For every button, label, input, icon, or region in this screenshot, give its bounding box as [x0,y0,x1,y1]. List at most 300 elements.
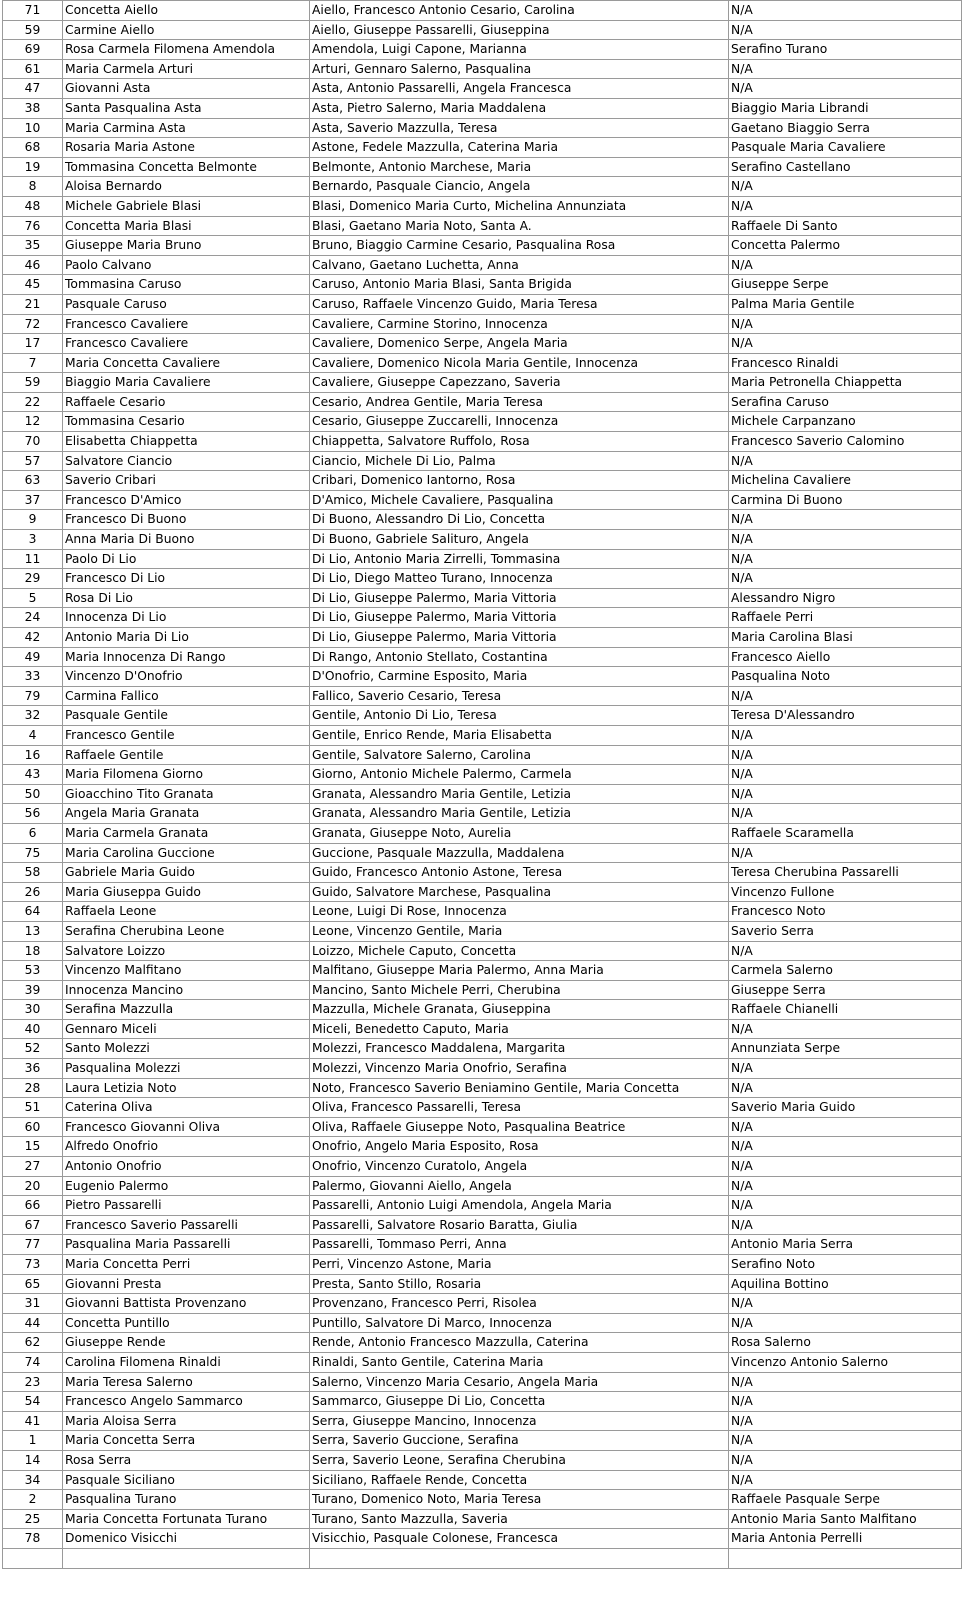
name-cell[interactable]: Biaggio Maria Cavaliere [63,373,310,393]
spouse-cell[interactable]: Maria Carolina Blasi [729,628,962,648]
id-cell[interactable]: 25 [3,1509,63,1529]
parents-cell[interactable]: Passarelli, Salvatore Rosario Baratta, Giulia [310,1215,729,1235]
parents-cell[interactable]: Salerno, Vincenzo Maria Cesario, Angela Maria [310,1372,729,1392]
parents-cell[interactable]: Di Lio, Giuseppe Palermo, Maria Vittoria [310,608,729,628]
name-cell[interactable]: Pasqualina Turano [63,1490,310,1510]
spouse-cell[interactable]: Palma Maria Gentile [729,294,962,314]
id-cell[interactable]: 22 [3,392,63,412]
id-cell[interactable]: 65 [3,1274,63,1294]
name-cell[interactable]: Michele Gabriele Blasi [63,196,310,216]
id-cell[interactable]: 40 [3,1019,63,1039]
id-cell[interactable]: 34 [3,1470,63,1490]
name-cell[interactable]: Maria Carmina Asta [63,118,310,138]
id-cell[interactable]: 9 [3,510,63,530]
parents-cell[interactable]: Puntillo, Salvatore Di Marco, Innocenza [310,1313,729,1333]
id-cell[interactable]: 20 [3,1176,63,1196]
spouse-cell[interactable]: N/A [729,1176,962,1196]
name-cell[interactable]: Gabriele Maria Guido [63,863,310,883]
spouse-cell[interactable] [729,1548,962,1568]
name-cell[interactable]: Maria Giuseppa Guido [63,882,310,902]
id-cell[interactable]: 59 [3,20,63,40]
spouse-cell[interactable]: N/A [729,784,962,804]
parents-cell[interactable]: D'Onofrio, Carmine Esposito, Maria [310,667,729,687]
spouse-cell[interactable]: N/A [729,1313,962,1333]
id-cell[interactable]: 7 [3,353,63,373]
name-cell[interactable]: Francesco Saverio Passarelli [63,1215,310,1235]
parents-cell[interactable]: Ciancio, Michele Di Lio, Palma [310,451,729,471]
spouse-cell[interactable]: N/A [729,569,962,589]
parents-cell[interactable]: Di Lio, Giuseppe Palermo, Maria Vittoria [310,628,729,648]
parents-cell[interactable] [310,1548,729,1568]
name-cell[interactable]: Francesco Gentile [63,725,310,745]
parents-cell[interactable]: Serra, Saverio Guccione, Serafina [310,1431,729,1451]
id-cell[interactable]: 28 [3,1078,63,1098]
name-cell[interactable]: Domenico Visicchi [63,1529,310,1549]
parents-cell[interactable]: Gentile, Salvatore Salerno, Carolina [310,745,729,765]
parents-cell[interactable]: Gentile, Antonio Di Lio, Teresa [310,706,729,726]
name-cell[interactable]: Maria Carolina Guccione [63,843,310,863]
name-cell[interactable]: Francesco Di Lio [63,569,310,589]
spouse-cell[interactable]: N/A [729,530,962,550]
parents-cell[interactable]: Asta, Pietro Salerno, Maria Maddalena [310,98,729,118]
parents-cell[interactable]: Rinaldi, Santo Gentile, Caterina Maria [310,1352,729,1372]
id-cell[interactable]: 12 [3,412,63,432]
id-cell[interactable]: 68 [3,138,63,158]
parents-cell[interactable]: Cesario, Andrea Gentile, Maria Teresa [310,392,729,412]
spouse-cell[interactable]: Maria Antonia Perrelli [729,1529,962,1549]
parents-cell[interactable]: Onofrio, Vincenzo Curatolo, Angela [310,1157,729,1177]
spouse-cell[interactable]: Francesco Rinaldi [729,353,962,373]
parents-cell[interactable]: Cavaliere, Giuseppe Capezzano, Saveria [310,373,729,393]
name-cell[interactable]: Giuseppe Rende [63,1333,310,1353]
name-cell[interactable]: Pasquale Caruso [63,294,310,314]
spouse-cell[interactable]: N/A [729,510,962,530]
spouse-cell[interactable]: N/A [729,745,962,765]
name-cell[interactable]: Francesco Cavaliere [63,334,310,354]
name-cell[interactable]: Maria Aloisa Serra [63,1411,310,1431]
parents-cell[interactable]: Belmonte, Antonio Marchese, Maria [310,157,729,177]
name-cell[interactable]: Salvatore Ciancio [63,451,310,471]
parents-cell[interactable]: D'Amico, Michele Cavaliere, Pasqualina [310,490,729,510]
id-cell[interactable]: 43 [3,765,63,785]
spouse-cell[interactable]: N/A [729,1059,962,1079]
id-cell[interactable]: 4 [3,725,63,745]
name-cell[interactable]: Maria Filomena Giorno [63,765,310,785]
parents-cell[interactable]: Cesario, Giuseppe Zuccarelli, Innocenza [310,412,729,432]
name-cell[interactable]: Rosaria Maria Astone [63,138,310,158]
id-cell[interactable]: 8 [3,177,63,197]
spouse-cell[interactable]: N/A [729,725,962,745]
spouse-cell[interactable]: Michelina Cavaliere [729,471,962,491]
spouse-cell[interactable]: Gaetano Biaggio Serra [729,118,962,138]
name-cell[interactable]: Maria Concetta Serra [63,1431,310,1451]
name-cell[interactable]: Eugenio Palermo [63,1176,310,1196]
name-cell[interactable]: Paolo Calvano [63,255,310,275]
id-cell[interactable]: 37 [3,490,63,510]
id-cell[interactable]: 30 [3,1000,63,1020]
name-cell[interactable]: Maria Concetta Perri [63,1255,310,1275]
parents-cell[interactable]: Di Rango, Antonio Stellato, Costantina [310,647,729,667]
name-cell[interactable]: Francesco Cavaliere [63,314,310,334]
spouse-cell[interactable]: Alessandro Nigro [729,588,962,608]
id-cell[interactable]: 42 [3,628,63,648]
spouse-cell[interactable]: N/A [729,1215,962,1235]
spouse-cell[interactable]: N/A [729,314,962,334]
name-cell[interactable]: Pasquale Siciliano [63,1470,310,1490]
parents-cell[interactable]: Aiello, Giuseppe Passarelli, Giuseppina [310,20,729,40]
id-cell[interactable]: 76 [3,216,63,236]
id-cell[interactable]: 69 [3,40,63,60]
parents-cell[interactable]: Leone, Vincenzo Gentile, Maria [310,921,729,941]
id-cell[interactable]: 17 [3,334,63,354]
spouse-cell[interactable]: N/A [729,1450,962,1470]
parents-cell[interactable]: Guido, Francesco Antonio Astone, Teresa [310,863,729,883]
id-cell[interactable]: 35 [3,236,63,256]
name-cell[interactable]: Gennaro Miceli [63,1019,310,1039]
name-cell[interactable]: Giovanni Presta [63,1274,310,1294]
id-cell[interactable]: 19 [3,157,63,177]
id-cell[interactable]: 14 [3,1450,63,1470]
id-cell[interactable]: 62 [3,1333,63,1353]
id-cell[interactable]: 6 [3,823,63,843]
spouse-cell[interactable]: Giuseppe Serra [729,980,962,1000]
id-cell[interactable]: 60 [3,1117,63,1137]
name-cell[interactable]: Raffaele Cesario [63,392,310,412]
parents-cell[interactable]: Leone, Luigi Di Rose, Innocenza [310,902,729,922]
name-cell[interactable]: Concetta Puntillo [63,1313,310,1333]
name-cell[interactable]: Angela Maria Granata [63,804,310,824]
name-cell[interactable]: Concetta Aiello [63,1,310,21]
spouse-cell[interactable]: N/A [729,843,962,863]
spouse-cell[interactable]: N/A [729,804,962,824]
spouse-cell[interactable]: Antonio Maria Santo Malfitano [729,1509,962,1529]
name-cell[interactable]: Serafina Mazzulla [63,1000,310,1020]
parents-cell[interactable]: Molezzi, Vincenzo Maria Onofrio, Serafina [310,1059,729,1079]
id-cell[interactable]: 51 [3,1098,63,1118]
id-cell[interactable]: 74 [3,1352,63,1372]
name-cell[interactable]: Pasqualina Molezzi [63,1059,310,1079]
parents-cell[interactable]: Chiappetta, Salvatore Ruffolo, Rosa [310,432,729,452]
name-cell[interactable]: Caterina Oliva [63,1098,310,1118]
name-cell[interactable]: Carmine Aiello [63,20,310,40]
spouse-cell[interactable]: Francesco Aiello [729,647,962,667]
name-cell[interactable]: Anna Maria Di Buono [63,530,310,550]
spouse-cell[interactable]: N/A [729,1392,962,1412]
parents-cell[interactable]: Onofrio, Angelo Maria Esposito, Rosa [310,1137,729,1157]
id-cell[interactable]: 39 [3,980,63,1000]
name-cell[interactable]: Innocenza Di Lio [63,608,310,628]
id-cell[interactable]: 50 [3,784,63,804]
spouse-cell[interactable]: N/A [729,1117,962,1137]
id-cell[interactable]: 79 [3,686,63,706]
id-cell[interactable]: 11 [3,549,63,569]
parents-cell[interactable]: Passarelli, Antonio Luigi Amendola, Angela Maria [310,1196,729,1216]
name-cell[interactable]: Raffaela Leone [63,902,310,922]
spouse-cell[interactable]: Concetta Palermo [729,236,962,256]
name-cell[interactable]: Aloisa Bernardo [63,177,310,197]
spouse-cell[interactable]: N/A [729,196,962,216]
spouse-cell[interactable]: N/A [729,1137,962,1157]
spouse-cell[interactable]: Aquilina Bottino [729,1274,962,1294]
name-cell[interactable]: Tommasina Concetta Belmonte [63,157,310,177]
parents-cell[interactable]: Cavaliere, Carmine Storino, Innocenza [310,314,729,334]
parents-cell[interactable]: Bernardo, Pasquale Ciancio, Angela [310,177,729,197]
spouse-cell[interactable]: N/A [729,1470,962,1490]
id-cell[interactable]: 59 [3,373,63,393]
parents-cell[interactable]: Sammarco, Giuseppe Di Lio, Concetta [310,1392,729,1412]
id-cell[interactable]: 49 [3,647,63,667]
parents-cell[interactable]: Miceli, Benedetto Caputo, Maria [310,1019,729,1039]
parents-cell[interactable]: Amendola, Luigi Capone, Marianna [310,40,729,60]
name-cell[interactable]: Maria Teresa Salerno [63,1372,310,1392]
id-cell[interactable]: 78 [3,1529,63,1549]
name-cell[interactable]: Rosa Carmela Filomena Amendola [63,40,310,60]
parents-cell[interactable]: Blasi, Gaetano Maria Noto, Santa A. [310,216,729,236]
id-cell[interactable]: 2 [3,1490,63,1510]
name-cell[interactable]: Pasqualina Maria Passarelli [63,1235,310,1255]
parents-cell[interactable]: Di Buono, Alessandro Di Lio, Concetta [310,510,729,530]
spouse-cell[interactable]: N/A [729,1196,962,1216]
spouse-cell[interactable]: Michele Carpanzano [729,412,962,432]
parents-cell[interactable]: Di Lio, Antonio Maria Zirrelli, Tommasina [310,549,729,569]
parents-cell[interactable]: Malfitano, Giuseppe Maria Palermo, Anna Maria [310,961,729,981]
parents-cell[interactable]: Caruso, Raffaele Vincenzo Guido, Maria Teresa [310,294,729,314]
name-cell[interactable] [63,1548,310,1568]
parents-cell[interactable]: Cavaliere, Domenico Nicola Maria Gentile, Innocenza [310,353,729,373]
spouse-cell[interactable]: N/A [729,255,962,275]
id-cell[interactable]: 13 [3,921,63,941]
spouse-cell[interactable]: Francesco Saverio Calomino [729,432,962,452]
spouse-cell[interactable]: Pasquale Maria Cavaliere [729,138,962,158]
name-cell[interactable]: Paolo Di Lio [63,549,310,569]
id-cell[interactable]: 44 [3,1313,63,1333]
id-cell[interactable]: 31 [3,1294,63,1314]
parents-cell[interactable]: Asta, Antonio Passarelli, Angela Francesca [310,79,729,99]
name-cell[interactable]: Serafina Cherubina Leone [63,921,310,941]
id-cell[interactable]: 38 [3,98,63,118]
parents-cell[interactable]: Visicchio, Pasquale Colonese, Francesca [310,1529,729,1549]
spouse-cell[interactable]: Carmela Salerno [729,961,962,981]
parents-cell[interactable]: Perri, Vincenzo Astone, Maria [310,1255,729,1275]
parents-cell[interactable]: Giorno, Antonio Michele Palermo, Carmela [310,765,729,785]
spouse-cell[interactable]: Rosa Salerno [729,1333,962,1353]
name-cell[interactable]: Salvatore Loizzo [63,941,310,961]
parents-cell[interactable]: Arturi, Gennaro Salerno, Pasqualina [310,59,729,79]
spouse-cell[interactable]: Biaggio Maria Librandi [729,98,962,118]
spouse-cell[interactable]: N/A [729,1078,962,1098]
parents-cell[interactable]: Calvano, Gaetano Luchetta, Anna [310,255,729,275]
id-cell[interactable]: 58 [3,863,63,883]
id-cell[interactable]: 24 [3,608,63,628]
name-cell[interactable]: Giovanni Asta [63,79,310,99]
name-cell[interactable]: Alfredo Onofrio [63,1137,310,1157]
id-cell[interactable]: 47 [3,79,63,99]
parents-cell[interactable]: Aiello, Francesco Antonio Cesario, Carolina [310,1,729,21]
name-cell[interactable]: Elisabetta Chiappetta [63,432,310,452]
parents-cell[interactable]: Granata, Alessandro Maria Gentile, Letizia [310,804,729,824]
id-cell[interactable]: 15 [3,1137,63,1157]
id-cell[interactable]: 41 [3,1411,63,1431]
spouse-cell[interactable]: N/A [729,1,962,21]
spouse-cell[interactable]: N/A [729,451,962,471]
id-cell[interactable]: 36 [3,1059,63,1079]
id-cell[interactable]: 23 [3,1372,63,1392]
spouse-cell[interactable]: N/A [729,177,962,197]
spouse-cell[interactable]: Serafina Caruso [729,392,962,412]
name-cell[interactable]: Carolina Filomena Rinaldi [63,1352,310,1372]
spouse-cell[interactable]: N/A [729,20,962,40]
parents-cell[interactable]: Asta, Saverio Mazzulla, Teresa [310,118,729,138]
id-cell[interactable]: 26 [3,882,63,902]
spouse-cell[interactable]: N/A [729,1157,962,1177]
id-cell[interactable]: 73 [3,1255,63,1275]
parents-cell[interactable]: Blasi, Domenico Maria Curto, Michelina Annunziata [310,196,729,216]
parents-cell[interactable]: Bruno, Biaggio Carmine Cesario, Pasqualina Rosa [310,236,729,256]
spouse-cell[interactable]: N/A [729,59,962,79]
parents-cell[interactable]: Cavaliere, Domenico Serpe, Angela Maria [310,334,729,354]
name-cell[interactable]: Rosa Serra [63,1450,310,1470]
id-cell[interactable]: 21 [3,294,63,314]
spouse-cell[interactable]: Francesco Noto [729,902,962,922]
parents-cell[interactable]: Guccione, Pasquale Mazzulla, Maddalena [310,843,729,863]
name-cell[interactable]: Tommasina Caruso [63,275,310,295]
id-cell[interactable]: 27 [3,1157,63,1177]
spouse-cell[interactable]: N/A [729,549,962,569]
spouse-cell[interactable]: N/A [729,1372,962,1392]
id-cell[interactable]: 72 [3,314,63,334]
parents-cell[interactable]: Molezzi, Francesco Maddalena, Margarita [310,1039,729,1059]
name-cell[interactable]: Giuseppe Maria Bruno [63,236,310,256]
spouse-cell[interactable]: Antonio Maria Serra [729,1235,962,1255]
spouse-cell[interactable]: Carmina Di Buono [729,490,962,510]
parents-cell[interactable]: Noto, Francesco Saverio Beniamino Gentile, Maria Concetta [310,1078,729,1098]
parents-cell[interactable]: Oliva, Francesco Passarelli, Teresa [310,1098,729,1118]
name-cell[interactable]: Concetta Maria Blasi [63,216,310,236]
parents-cell[interactable]: Mancino, Santo Michele Perri, Cherubina [310,980,729,1000]
name-cell[interactable]: Maria Carmela Granata [63,823,310,843]
parents-cell[interactable]: Siciliano, Raffaele Rende, Concetta [310,1470,729,1490]
parents-cell[interactable]: Provenzano, Francesco Perri, Risolea [310,1294,729,1314]
parents-cell[interactable]: Cribari, Domenico Iantorno, Rosa [310,471,729,491]
id-cell[interactable]: 10 [3,118,63,138]
name-cell[interactable]: Laura Letizia Noto [63,1078,310,1098]
name-cell[interactable]: Giovanni Battista Provenzano [63,1294,310,1314]
name-cell[interactable]: Francesco Giovanni Oliva [63,1117,310,1137]
spouse-cell[interactable]: Serafino Castellano [729,157,962,177]
spouse-cell[interactable]: N/A [729,686,962,706]
name-cell[interactable]: Raffaele Gentile [63,745,310,765]
spouse-cell[interactable]: Saverio Serra [729,921,962,941]
spouse-cell[interactable]: Serafino Turano [729,40,962,60]
name-cell[interactable]: Maria Carmela Arturi [63,59,310,79]
name-cell[interactable]: Santa Pasqualina Asta [63,98,310,118]
id-cell[interactable]: 70 [3,432,63,452]
spouse-cell[interactable]: N/A [729,765,962,785]
spouse-cell[interactable]: Serafino Noto [729,1255,962,1275]
spouse-cell[interactable]: Giuseppe Serpe [729,275,962,295]
spouse-cell[interactable]: Teresa D'Alessandro [729,706,962,726]
spouse-cell[interactable]: Raffaele Chianelli [729,1000,962,1020]
spouse-cell[interactable]: N/A [729,1294,962,1314]
spouse-cell[interactable]: Raffaele Pasquale Serpe [729,1490,962,1510]
spouse-cell[interactable]: Raffaele Di Santo [729,216,962,236]
id-cell[interactable]: 5 [3,588,63,608]
parents-cell[interactable]: Granata, Giuseppe Noto, Aurelia [310,823,729,843]
name-cell[interactable]: Carmina Fallico [63,686,310,706]
parents-cell[interactable]: Turano, Santo Mazzulla, Saveria [310,1509,729,1529]
parents-cell[interactable]: Astone, Fedele Mazzulla, Caterina Maria [310,138,729,158]
id-cell[interactable]: 48 [3,196,63,216]
parents-cell[interactable]: Oliva, Raffaele Giuseppe Noto, Pasqualina Beatrice [310,1117,729,1137]
name-cell[interactable]: Tommasina Cesario [63,412,310,432]
id-cell[interactable]: 77 [3,1235,63,1255]
id-cell[interactable]: 18 [3,941,63,961]
parents-cell[interactable]: Serra, Giuseppe Mancino, Innocenza [310,1411,729,1431]
spouse-cell[interactable]: N/A [729,1431,962,1451]
name-cell[interactable]: Antonio Onofrio [63,1157,310,1177]
id-cell[interactable]: 32 [3,706,63,726]
name-cell[interactable]: Gioacchino Tito Granata [63,784,310,804]
id-cell[interactable]: 46 [3,255,63,275]
id-cell[interactable]: 3 [3,530,63,550]
id-cell[interactable]: 29 [3,569,63,589]
name-cell[interactable]: Santo Molezzi [63,1039,310,1059]
id-cell[interactable]: 64 [3,902,63,922]
id-cell[interactable]: 57 [3,451,63,471]
spouse-cell[interactable]: Annunziata Serpe [729,1039,962,1059]
parents-cell[interactable]: Mazzulla, Michele Granata, Giuseppina [310,1000,729,1020]
name-cell[interactable]: Vincenzo Malfitano [63,961,310,981]
name-cell[interactable]: Antonio Maria Di Lio [63,628,310,648]
parents-cell[interactable]: Passarelli, Tommaso Perri, Anna [310,1235,729,1255]
name-cell[interactable]: Pasquale Gentile [63,706,310,726]
parents-cell[interactable]: Guido, Salvatore Marchese, Pasqualina [310,882,729,902]
parents-cell[interactable]: Gentile, Enrico Rende, Maria Elisabetta [310,725,729,745]
id-cell[interactable]: 67 [3,1215,63,1235]
parents-cell[interactable]: Palermo, Giovanni Aiello, Angela [310,1176,729,1196]
spouse-cell[interactable]: N/A [729,1411,962,1431]
id-cell[interactable]: 33 [3,667,63,687]
parents-cell[interactable]: Caruso, Antonio Maria Blasi, Santa Brigida [310,275,729,295]
parents-cell[interactable]: Serra, Saverio Leone, Serafina Cherubina [310,1450,729,1470]
parents-cell[interactable]: Rende, Antonio Francesco Mazzulla, Caterina [310,1333,729,1353]
spouse-cell[interactable]: Raffaele Perri [729,608,962,628]
id-cell[interactable]: 53 [3,961,63,981]
id-cell[interactable]: 52 [3,1039,63,1059]
parents-cell[interactable]: Fallico, Saverio Cesario, Teresa [310,686,729,706]
parents-cell[interactable]: Loizzo, Michele Caputo, Concetta [310,941,729,961]
parents-cell[interactable]: Turano, Domenico Noto, Maria Teresa [310,1490,729,1510]
id-cell[interactable]: 56 [3,804,63,824]
spouse-cell[interactable]: Raffaele Scaramella [729,823,962,843]
parents-cell[interactable]: Di Lio, Giuseppe Palermo, Maria Vittoria [310,588,729,608]
id-cell[interactable]: 54 [3,1392,63,1412]
spouse-cell[interactable]: Saverio Maria Guido [729,1098,962,1118]
name-cell[interactable]: Maria Innocenza Di Rango [63,647,310,667]
spouse-cell[interactable]: Vincenzo Fullone [729,882,962,902]
id-cell[interactable]: 45 [3,275,63,295]
id-cell[interactable]: 75 [3,843,63,863]
parents-cell[interactable]: Di Buono, Gabriele Salituro, Angela [310,530,729,550]
id-cell[interactable]: 63 [3,471,63,491]
name-cell[interactable]: Maria Concetta Cavaliere [63,353,310,373]
spouse-cell[interactable]: Maria Petronella Chiappetta [729,373,962,393]
parents-cell[interactable]: Granata, Alessandro Maria Gentile, Letizia [310,784,729,804]
spouse-cell[interactable]: Vincenzo Antonio Salerno [729,1352,962,1372]
id-cell[interactable]: 66 [3,1196,63,1216]
name-cell[interactable]: Maria Concetta Fortunata Turano [63,1509,310,1529]
spouse-cell[interactable]: Teresa Cherubina Passarelli [729,863,962,883]
